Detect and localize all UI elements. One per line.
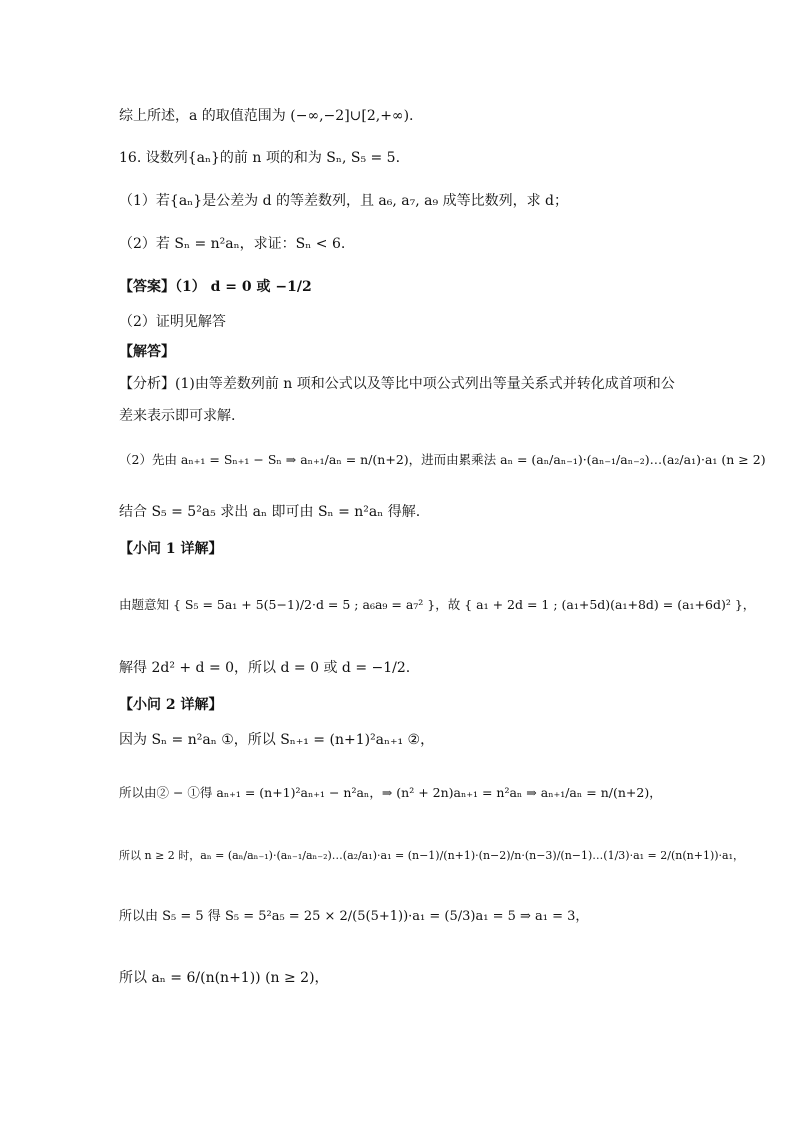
sub-question-2-heading: 【小问 2 详解】 bbox=[119, 697, 223, 713]
sub-question-1-heading: 【小问 1 详解】 bbox=[119, 541, 223, 557]
sub-question-1-system: 由题意知 { S₅ = 5a₁ + 5(5−1)/2·d = 5 ; a₆a₉ = a₇² }，故 { a₁ + 2d = 1 ; (a₁+5d)(a₁+8d) = (a₁+6d)² }， bbox=[119, 597, 756, 612]
proof-line-2: 所以由② − ①得 aₙ₊₁ = (n+1)²aₙ₊₁ − n²aₙ，⇒ (n² + 2n)aₙ₊₁ = n²aₙ ⇒ aₙ₊₁/aₙ = n/(n+2)， bbox=[119, 785, 662, 800]
proof-line-4: 所以由 S₅ = 5 得 S₅ = 5²a₅ = 25 × 2/(5(5+1))·a₁ = (5/3)a₁ = 5 ⇒ a₁ = 3， bbox=[119, 909, 589, 924]
problem-part-2: （2）若 Sₙ = n²aₙ，求证：Sₙ < 6. bbox=[119, 236, 346, 252]
problem-16-statement: 16. 设数列{aₙ}的前 n 项的和为 Sₙ, S₅ = 5. bbox=[119, 150, 401, 166]
proof-line-5: 所以 aₙ = 6/(n(n+1)) (n ≥ 2)， bbox=[119, 970, 329, 986]
analysis-line-1: 【分析】(1)由等差数列前 n 项和公式以及等比中项公式列出等量关系式并转化成首项和公 bbox=[119, 376, 675, 392]
analysis-line-4: 结合 S₅ = 5²a₅ 求出 aₙ 即可由 Sₙ = n²aₙ 得解. bbox=[119, 504, 421, 520]
sub-question-1-result: 解得 2d² + d = 0，所以 d = 0 或 d = −1/2. bbox=[119, 660, 411, 676]
problem-part-1: （1）若{aₙ}是公差为 d 的等差数列，且 a₆, a₇, a₉ 成等比数列，求 d； bbox=[119, 193, 568, 209]
analysis-line-2: 差来表示即可求解. bbox=[119, 408, 236, 424]
analysis-line-3: （2）先由 aₙ₊₁ = Sₙ₊₁ − Sₙ ⇒ aₙ₊₁/aₙ = n/(n+2)，进而由累乘法 aₙ = (aₙ/aₙ₋₁)·(aₙ₋₁/aₙ₋₂)…(a₂/a₁)·a₁ (n ≥ 2) bbox=[119, 452, 766, 467]
answer-part-2: （2）证明见解答 bbox=[119, 314, 226, 330]
proof-line-1: 因为 Sₙ = n²aₙ ①，所以 Sₙ₊₁ = (n+1)²aₙ₊₁ ②， bbox=[119, 732, 435, 748]
text-line: 综上所述，a 的取值范围为 (−∞,−2]∪[2,+∞). bbox=[119, 108, 414, 124]
proof-line-3: 所以 n ≥ 2 时，aₙ = (aₙ/aₙ₋₁)·(aₙ₋₁/aₙ₋₂)…(a₂/a₁)·a₁ = (n−1)/(n+1)·(n−2)/n·(n−3)/(n−1)…(1/3)·a₁ = 2/(n(n+1))·a₁， bbox=[119, 849, 744, 862]
answer-line: 【答案】（1） d = 0 或 −1/2 bbox=[119, 279, 312, 295]
solution-heading: 【解答】 bbox=[119, 344, 175, 360]
